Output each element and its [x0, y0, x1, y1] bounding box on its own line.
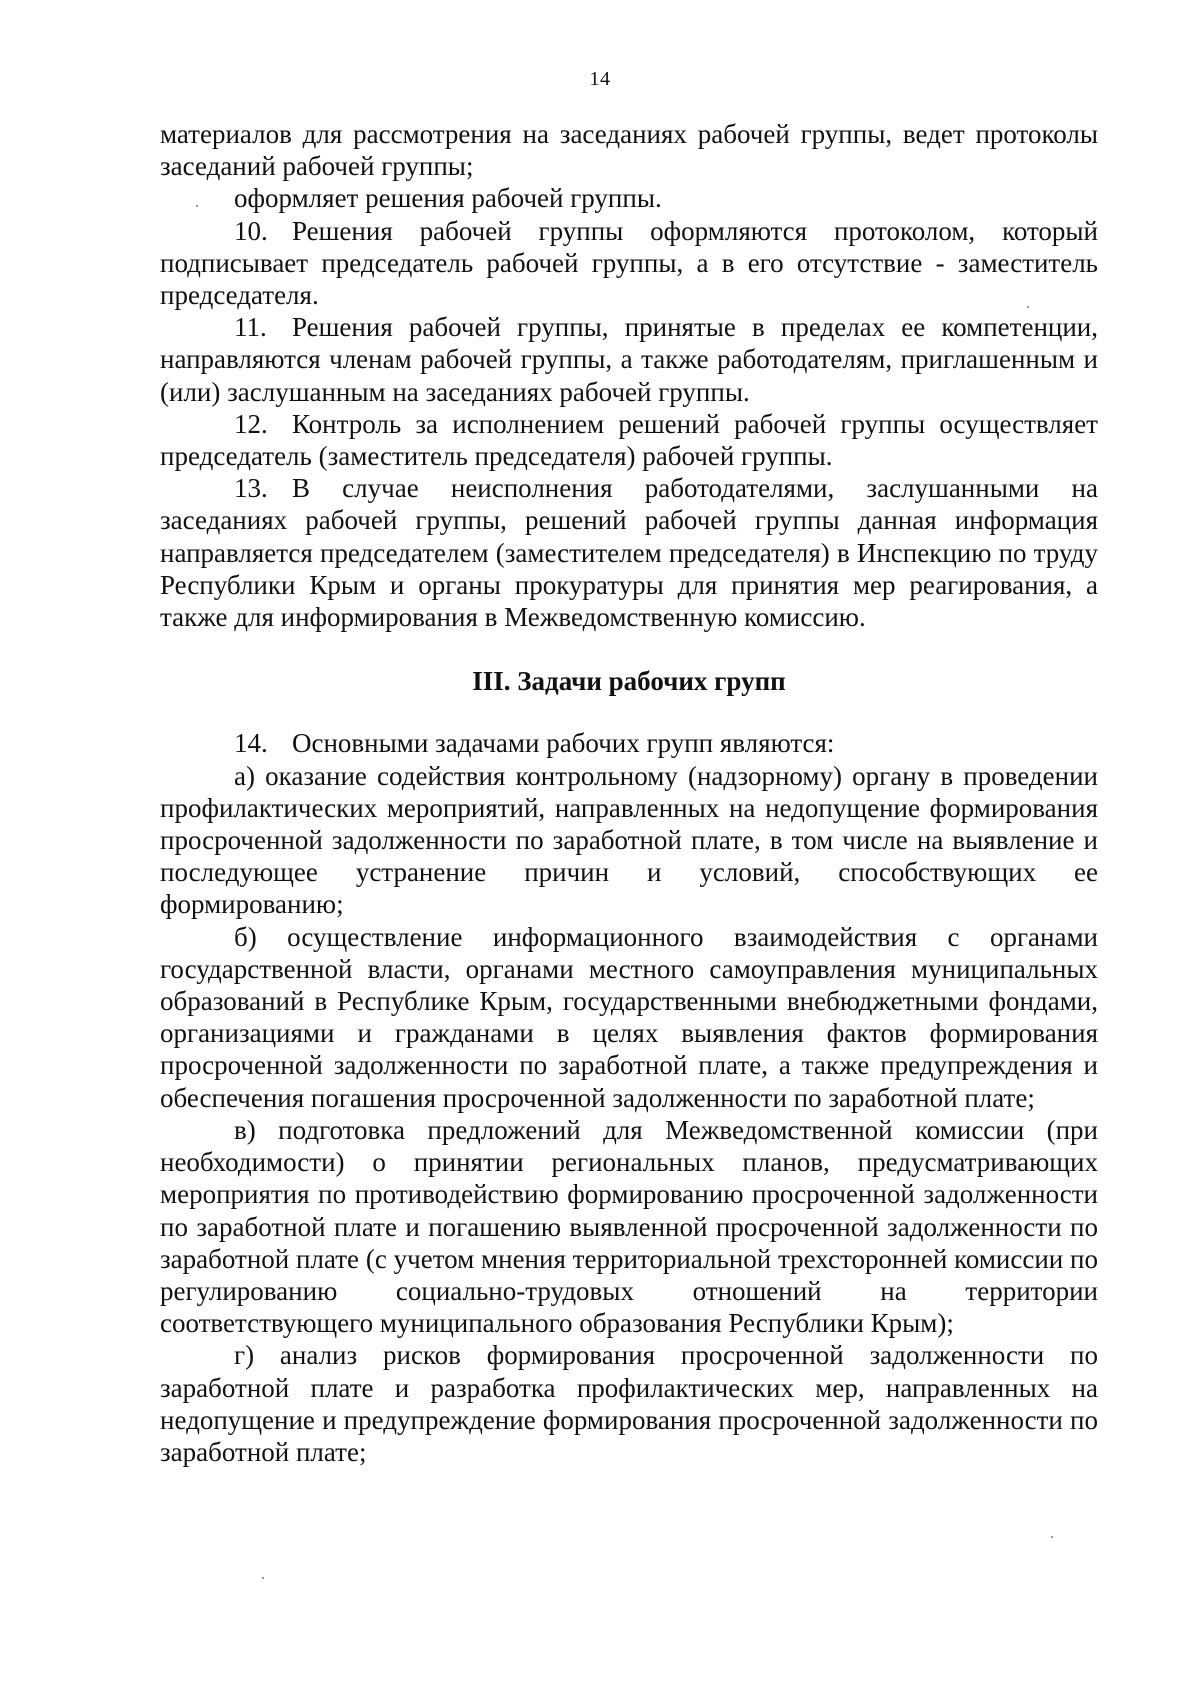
- subclause-g: [160, 1339, 1098, 1468]
- clause-text: Решения рабочей группы, принятые в пределах ее компетенции, направляются членам рабочей группы, а также работодателям, приглашенным и (или) заслушанным на заседаниях рабочей группы.: [160, 312, 1098, 407]
- paragraph-continued: [160, 118, 1098, 182]
- subclause-text: а) оказание содействия контрольному (надзорному) органу в проведении профилактических мероприятий, направленных на недопущение формирования просроченной задолженности по заработной плате, в том числе на выявление и последующее устранение причин и условий, способствующих ее формированию;: [160, 760, 1098, 920]
- subclause-text: г) анализ рисков формирования просроченной задолженности по заработной плате и разработка профилактических мер, направленных на недопущение и предупреждение формирования просроченной задолженности по заработной плате;: [160, 1340, 1098, 1467]
- clause-10: [160, 215, 1098, 312]
- paragraph-text: материалов для рассмотрения на заседаниях рабочей группы, ведет протоколы заседаний рабочей группы;: [160, 119, 1098, 182]
- clause-13: [160, 472, 1098, 633]
- clause-text: В случае неисполнения работодателями, заслушанными на заседаниях рабочей группы, решений рабочей группы данная информация направляется председателем (заместителем председателя) в Инспекцию по труду Республики Крым и органы прокуратуры для принятия мер реагирования, а также для информирования в Межведомственную комиссию.: [160, 473, 1098, 633]
- document-body: [160, 118, 1098, 1468]
- subclause-b: [160, 921, 1098, 1114]
- clause-14: [160, 727, 1098, 759]
- subclause-a: [160, 760, 1098, 921]
- section-heading: III. Задачи рабочих групп: [472, 666, 786, 697]
- subclause-v: [160, 1114, 1098, 1339]
- scan-speck: [1051, 1536, 1053, 1538]
- clause-number: 13.: [234, 473, 268, 504]
- page-number: 14: [589, 68, 611, 90]
- clause-text: Основными задачами рабочих групп являются:: [292, 728, 835, 759]
- subclause-text: в) подготовка предложений для Межведомственной комиссии (при необходимости) о принятии региональных планов, предусматривающих мероприятия по противодействию формированию просроченной задолженности по заработной плате и погашению выявленной просроченной задолженности по заработной плате (с учетом мнения территориальной трехсторонней комиссии по регулированию социально-трудовых отношений на территории соответствующего муниципального образования Республики Крым);: [160, 1114, 1098, 1339]
- clause-text: Контроль за исполнением решений рабочей группы осуществляет председатель (заместитель председателя) рабочей группы.: [160, 408, 1098, 472]
- clause-text: Решения рабочей группы оформляются протоколом, который подписывает председатель рабочей группы, а в его отсутствие - заместитель председателя.: [160, 215, 1098, 311]
- scan-speck: [1027, 306, 1029, 308]
- clause-number: 14.: [234, 728, 268, 759]
- scan-speck: [196, 205, 198, 207]
- clause-11: [160, 311, 1098, 408]
- clause-number: 12.: [234, 408, 268, 439]
- paragraph-text: оформляет решения рабочей группы.: [234, 183, 662, 214]
- clause-number: 11.: [234, 312, 267, 343]
- paragraph-decisions: [160, 182, 1098, 214]
- subclause-text: б) осуществление информационного взаимодействия с органами государственной власти, органами местного самоуправления муниципальных образований в Республике Крым, государственными внебюджетными фондами, организациями и гражданами в целях выявления фактов формирования просроченной задолженности по заработной плате, а также предупреждения и обеспечения погашения просроченной задолженности по заработной плате;: [160, 921, 1098, 1113]
- clause-12: [160, 408, 1098, 472]
- scan-speck: [262, 1577, 264, 1579]
- clause-number: 10.: [234, 215, 268, 246]
